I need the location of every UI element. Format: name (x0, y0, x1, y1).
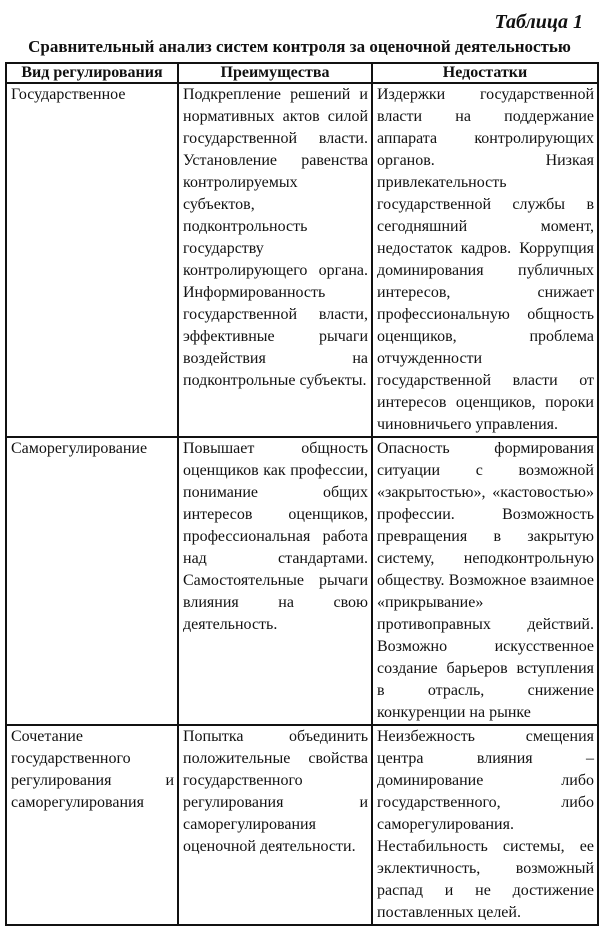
cell-advantages: Попытка объединить положительные свойства государственного регулирования и саморегулирования оценочной деятельности. (178, 725, 372, 925)
table-number: Таблица 1 (494, 11, 583, 33)
cell-advantages: Подкрепление решений и нормативных актов силой государственной власти. Установление равенства контролируемых субъектов, подконтрольность государству контролирующего органа. Информированность государственной власти, эффективные рычаги воздействия на подконтрольные субъекты. (178, 83, 372, 437)
cell-disadvantages: Неизбежность смещения центра влияния – доминирование либо государственного, либо саморегулирования. Нестабильность системы, ее эклектичность, возможный распад и не достижение поставленных целей. (372, 725, 598, 925)
cell-type: Саморегулирование (6, 437, 178, 725)
cell-disadvantages: Опасность формирования ситуации с возможной «закрытостью», «кастовостью» профессии. Возможность превращения в закрытую систему, неподконтрольную обществу. Возможное взаимное «прикрывание» противоправных действий. Возможно искусственное создание барьеров вступления в отрасль, снижение конкуренции на рынке (372, 437, 598, 725)
cell-disadvantages: Издержки государственной власти на поддержание аппарата контролирующих органов. Низкая привлекательность государственной службы в сегодняшний момент, недостаток кадров. Коррупция доминирования публичных интересов, снижает профессиональную общность оценщиков, проблема отчужденности государственной власти от интересов оценщиков, пороки чиновничьего управления. (372, 83, 598, 437)
header-type: Вид регулирования (6, 63, 178, 83)
header-disadvantages: Недостатки (372, 63, 598, 83)
table-title: Сравнительный анализ систем контроля за оценочной деятельностью (28, 37, 571, 56)
table-row (6, 83, 598, 437)
cell-advantages: Повышает общность оценщиков как профессии, понимание общих интересов оценщиков, профессиональная работа над стандартами. Самостоятельные рычаги влияния на свою деятельность. (178, 437, 372, 725)
table-row (6, 725, 598, 925)
table-row (6, 437, 598, 725)
cell-type: Государственное (6, 83, 178, 437)
table-header-row (6, 63, 598, 83)
header-advantages: Преимущества (178, 63, 372, 83)
comparison-table (5, 62, 599, 926)
cell-type: Сочетание государственного регулирования и саморегулирования (6, 725, 178, 925)
